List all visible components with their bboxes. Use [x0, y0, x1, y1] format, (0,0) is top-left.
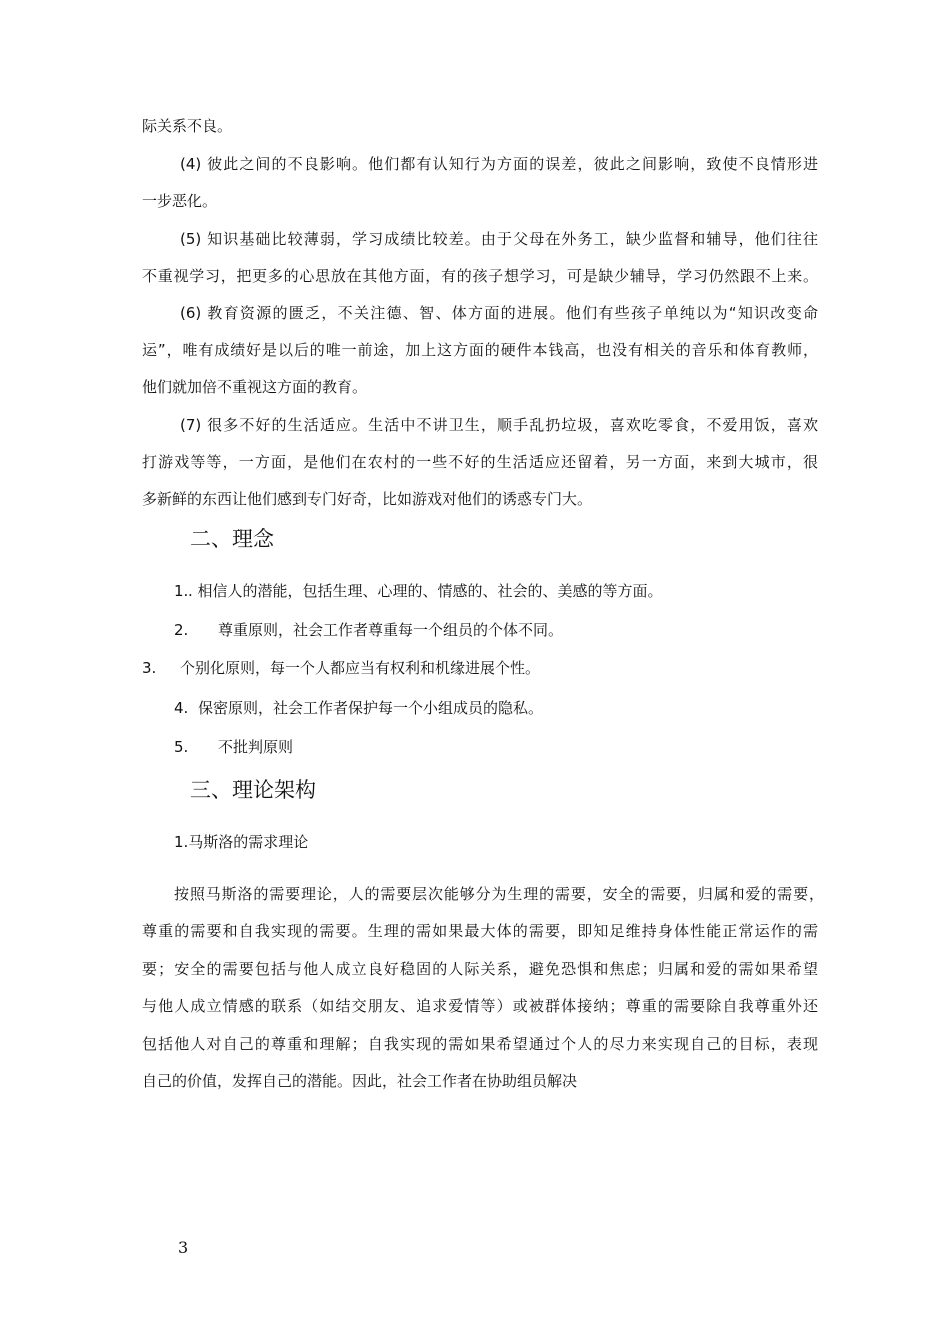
- subsection-title: 1.马斯洛的需求理论: [174, 833, 309, 851]
- section-heading-principles: 二、理念: [190, 527, 274, 551]
- list-item-number: 5.: [174, 738, 189, 756]
- list-item-number: 1.: [174, 582, 189, 600]
- list-item-number: 2.: [174, 621, 189, 639]
- list-item-text: 个别化原则，每一个人都应当有权利和机缘进展个性。: [180, 659, 541, 677]
- list-item-text: 尊重原则，社会工作者尊重每一个组员的个体不同。: [218, 621, 564, 639]
- section-heading-theory: 三、理论架构: [190, 778, 316, 802]
- paragraph-line: 要；安全的需要包括与他人成立良好稳固的人际关系，避免恐惧和焦虑；归属和爱的需如果希望: [142, 960, 818, 978]
- paragraph-line: (6) 教育资源的匮乏，不关注德、智、体方面的进展。他们有些孩子单纯以为“知识改变命: [180, 304, 818, 322]
- paragraph-line: 不重视学习，把更多的心思放在其他方面，有的孩子想学习，可是缺少辅导，学习仍然跟不上来。: [142, 267, 818, 285]
- list-item-number: 4.: [174, 699, 189, 717]
- list-item-number: 3.: [142, 659, 157, 677]
- paragraph-line: 与他人成立情感的联系（如结交朋友、追求爱情等）或被群体接纳；尊重的需要除自我尊重外还: [142, 997, 818, 1015]
- paragraph-line: 他们就加倍不重视这方面的教育。: [142, 378, 368, 396]
- list-item-text: 不批判原则: [218, 738, 294, 756]
- paragraph-line: 尊重的需要和自我实现的需要。生理的需如果最大体的需要，即知足维持身体性能正常运作的需: [142, 922, 818, 940]
- paragraph-line: 运”，唯有成绩好是以后的唯一前途，加上这方面的硬件本钱高，也没有相关的音乐和体育教师，: [142, 341, 818, 359]
- paragraph-line: 际关系不良。: [142, 117, 233, 135]
- paragraph-line: (5) 知识基础比较薄弱，学习成绩比较差。由于父母在外务工，缺少监督和辅导，他们往往: [180, 230, 818, 248]
- list-item-text: . 相信人的潜能，包括生理、心理的、情感的、社会的、美感的等方面。: [188, 582, 663, 600]
- paragraph-line: 按照马斯洛的需要理论，人的需要层次能够分为生理的需要，安全的需要，归属和爱的需要，: [174, 885, 824, 903]
- paragraph-line: (4) 彼此之间的不良影响。他们都有认知行为方面的误差，彼此之间影响，致使不良情形进: [180, 155, 818, 173]
- paragraph-line: 多新鲜的东西让他们感到专门好奇，比如游戏对他们的诱惑专门大。: [142, 490, 593, 508]
- page-number: 3: [178, 1238, 189, 1257]
- paragraph-line: 一步恶化。: [142, 192, 218, 210]
- paragraph-line: 自己的价值，发挥自己的潜能。因此，社会工作者在协助组员解决: [142, 1072, 578, 1090]
- paragraph-line: (7) 很多不好的生活适应。生活中不讲卫生，顺手乱扔垃圾，喜欢吃零食，不爱用饭，喜欢: [180, 416, 818, 434]
- list-item-text: 保密原则，社会工作者保护每一个小组成员的隐私。: [198, 699, 544, 717]
- paragraph-line: 打游戏等等，一方面，是他们在农村的一些不好的生活适应还留着，另一方面，来到大城市，很: [142, 453, 818, 471]
- paragraph-line: 包括他人对自己的尊重和理解；自我实现的需如果希望通过个人的尽力来实现自己的目标，表现: [142, 1035, 818, 1053]
